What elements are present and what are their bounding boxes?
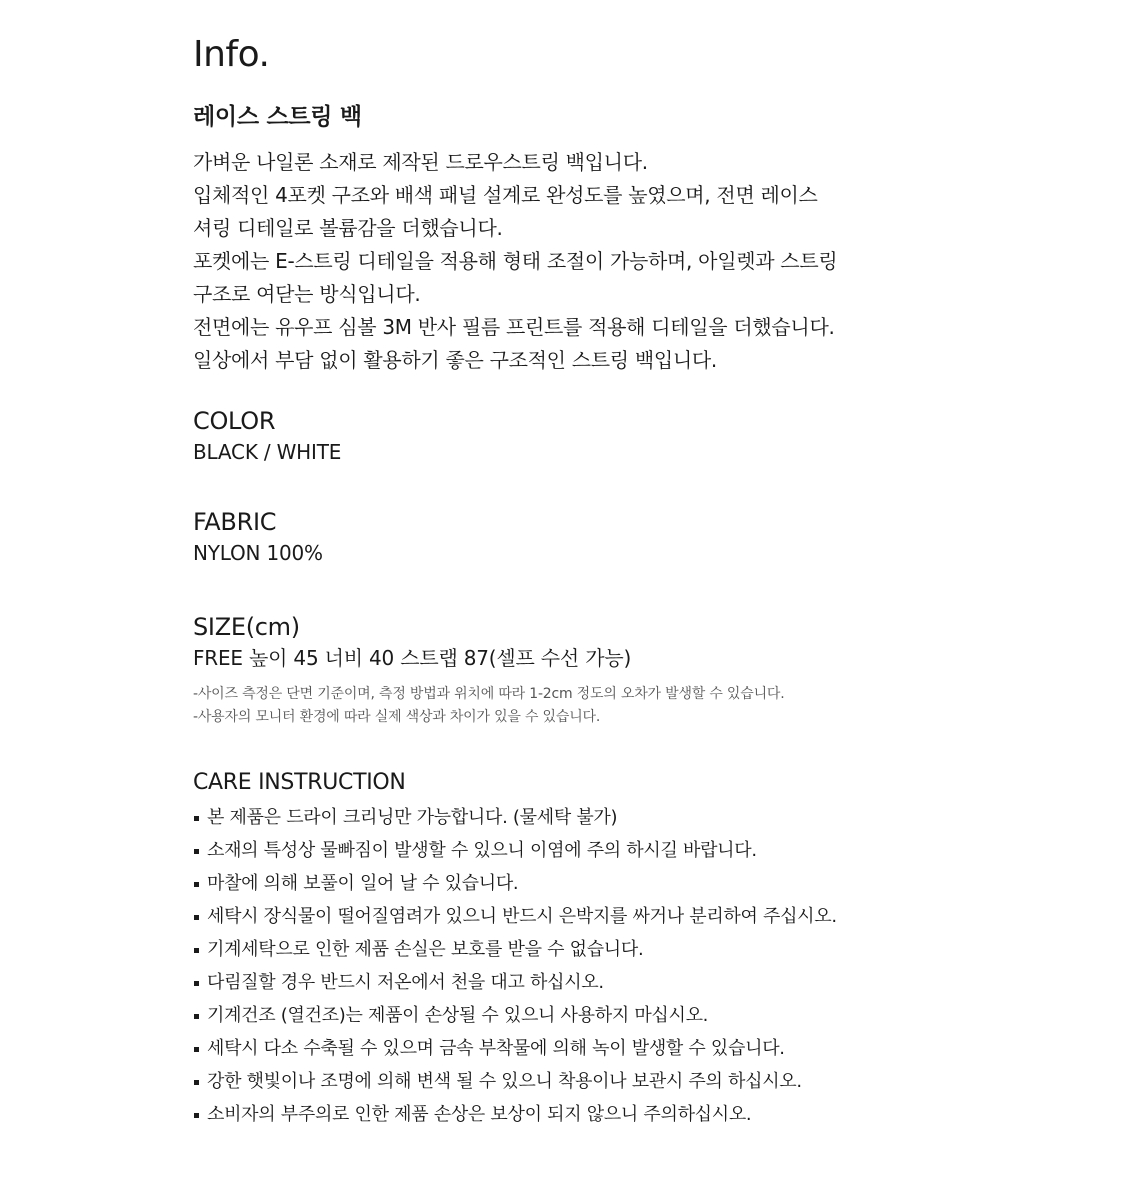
care-item-text: 소재의 특성상 물빠짐이 발생할 수 있으니 이염에 주의 하시길 바랍니다. [207, 840, 757, 861]
care-item [193, 867, 1093, 900]
care-item-text: 강한 햇빛이나 조명에 의해 변색 될 수 있으니 착용이나 보관시 주의 하십시오. [207, 1071, 802, 1092]
care-item [193, 1032, 1093, 1065]
color-value: BLACK / WHITE [193, 440, 342, 464]
fabric-value: NYLON 100% [193, 541, 323, 565]
care-item-text: 마찰에 의해 보풀이 일어 날 수 있습니다. [207, 873, 519, 894]
fabric-heading: FABRIC [193, 508, 277, 536]
product-name: 레이스 스트링 백 [193, 104, 362, 130]
product-description [193, 146, 1093, 377]
bullet-icon [194, 1014, 199, 1019]
care-item-text: 기계건조 (열건조)는 제품이 손상될 수 있으니 사용하지 마십시오. [207, 1005, 709, 1026]
size-notes [193, 683, 1093, 729]
care-list [193, 801, 1093, 1131]
care-item [193, 1065, 1093, 1098]
description-line: 가벼운 나일론 소재로 제작된 드로우스트링 백입니다. [193, 150, 648, 174]
care-item-text: 세탁시 장식물이 떨어질염려가 있으니 반드시 은박지를 싸거나 분리하여 주십시오. [207, 906, 837, 927]
product-info-page [193, 30, 1093, 1131]
care-item-text: 기계세탁으로 인한 제품 손실은 보호를 받을 수 없습니다. [207, 939, 644, 960]
care-item-text: 세탁시 다소 수축될 수 있으며 금속 부착물에 의해 녹이 발생할 수 있습니다. [207, 1038, 785, 1059]
description-line: 포켓에는 E-스트링 디테일을 적용해 형태 조절이 가능하며, 아일렛과 스트링 [193, 249, 838, 273]
description-line: 입체적인 4포켓 구조와 배색 패널 설계로 완성도를 높였으며, 전면 레이스 [193, 183, 818, 207]
care-item [193, 834, 1093, 867]
description-line: 전면에는 유우프 심볼 3M 반사 필름 프린트를 적용해 디테일을 더했습니다. [193, 315, 835, 339]
bullet-icon [194, 849, 199, 854]
care-item [193, 999, 1093, 1032]
bullet-icon [194, 1080, 199, 1085]
fabric-section [193, 506, 1093, 568]
description-line: 셔링 디테일로 볼륨감을 더했습니다. [193, 216, 503, 240]
bullet-icon [194, 1047, 199, 1052]
description-line: 구조로 여닫는 방식입니다. [193, 282, 421, 306]
care-item [193, 900, 1093, 933]
bullet-icon [194, 981, 199, 986]
care-section [193, 767, 1093, 1131]
size-note: -사이즈 측정은 단면 기준이며, 측정 방법과 위치에 따라 1-2cm 정도의 오차가 발생할 수 있습니다. [193, 686, 785, 702]
bullet-icon [194, 948, 199, 953]
description-line: 일상에서 부담 없이 활용하기 좋은 구조적인 스트링 백입니다. [193, 348, 717, 372]
bullet-icon [194, 882, 199, 887]
bullet-icon [194, 915, 199, 920]
size-section [193, 611, 1093, 729]
care-item [193, 966, 1093, 999]
info-title: Info. [193, 34, 270, 75]
size-heading: SIZE(cm) [193, 613, 300, 641]
bullet-icon [194, 1113, 199, 1118]
care-item-text: 다림질할 경우 반드시 저온에서 천을 대고 하십시오. [207, 972, 604, 993]
care-item [193, 1098, 1093, 1131]
color-section [193, 405, 1093, 467]
size-value: FREE 높이 45 너비 40 스트랩 87(셀프 수선 가능) [193, 646, 632, 670]
care-item [193, 933, 1093, 966]
care-item-text: 소비자의 부주의로 인한 제품 손상은 보상이 되지 않으니 주의하십시오. [207, 1104, 752, 1125]
color-heading: COLOR [193, 407, 276, 435]
care-item-text: 본 제품은 드라이 크리닝만 가능합니다. (물세탁 불가) [207, 807, 618, 828]
size-note: -사용자의 모니터 환경에 따라 실제 색상과 차이가 있을 수 있습니다. [193, 709, 601, 725]
care-heading: CARE INSTRUCTION [193, 770, 406, 795]
bullet-icon [194, 816, 199, 821]
care-item [193, 801, 1093, 834]
